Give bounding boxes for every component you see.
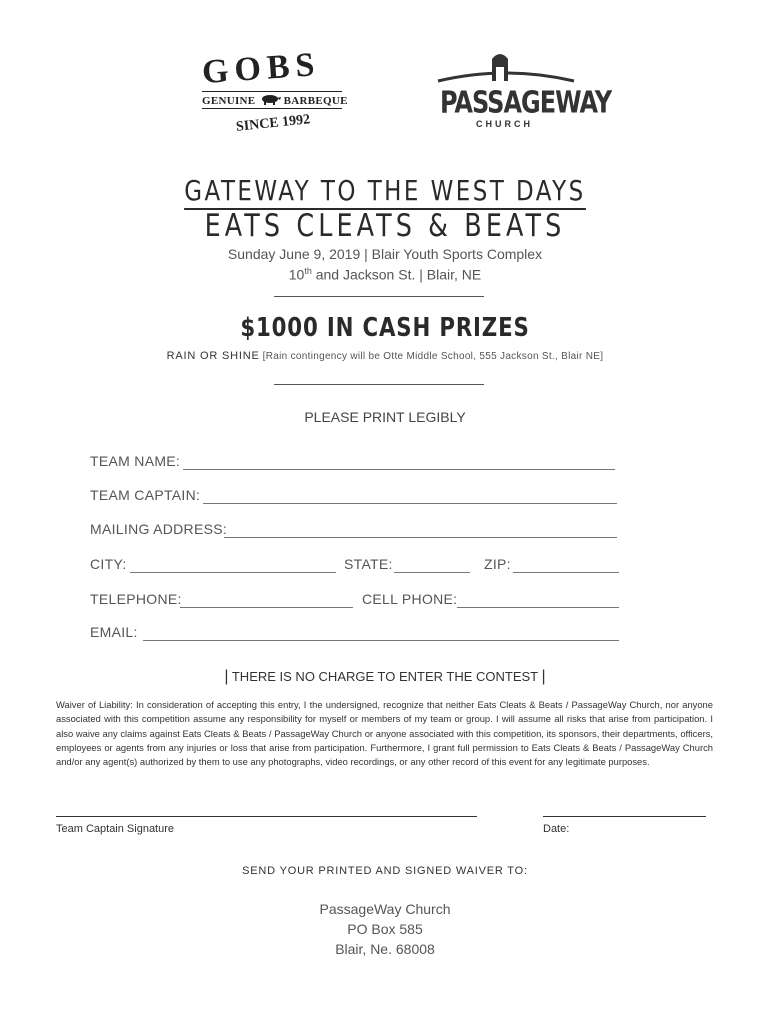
waiver-text: Waiver of Liability: In consideration of accepting this entry, I the undersigned, recognize that neither Eats Cleats & Beats / PassageWay Church, nor anyone associated with this competition assume any responsibility for myself or members of my team or group. I will assume all risks that arise from participation. I also waive any claims against Eats Cleats & Beats / PassageWay Church or anyone associated with this competition, its sponsors, their departments, officers, employees or agents from any injuries or loss that arise from participation. Furthermore, I grant full permission to Eats Cleats & Beats / PassageWay Church and/or any agent(s) authorized by them to use any photographs, video recordings, or any other record of this event for any legitimate purposes. xyxy=(56,699,713,768)
pig-icon xyxy=(259,94,281,105)
rain-label: RAIN OR SHINE xyxy=(166,350,260,362)
cell-phone-field[interactable] xyxy=(457,607,619,608)
team-name-field[interactable] xyxy=(183,469,615,470)
gobs-logo-word: GOBS xyxy=(200,45,322,92)
mailing-address-label: MAILING ADDRESS: xyxy=(90,521,228,537)
event-address xyxy=(0,266,770,283)
address-line-1: PassageWay Church xyxy=(319,901,451,917)
gobs-rule-bottom xyxy=(202,108,342,109)
passageway-logo-sub: CHURCH xyxy=(476,119,533,129)
telephone-label: TELEPHONE: xyxy=(90,591,182,607)
address-line-3: Blair, Ne. 68008 xyxy=(335,941,435,957)
captain-signature-label: Team Captain Signature xyxy=(56,823,175,835)
street-rest: and Jackson St. | Blair, NE xyxy=(311,266,482,283)
bracket-right: | xyxy=(541,668,546,685)
divider xyxy=(274,384,484,385)
date-label: Date: xyxy=(543,823,570,835)
gobs-rule-top xyxy=(202,91,342,92)
team-name-label: TEAM NAME: xyxy=(90,453,181,469)
divider xyxy=(274,296,484,297)
mailing-address-field[interactable] xyxy=(224,537,617,538)
zip-field[interactable] xyxy=(513,572,619,573)
no-charge-text: THERE IS NO CHARGE TO ENTER THE CONTEST xyxy=(231,669,538,684)
mail-instruction: SEND YOUR PRINTED AND SIGNED WAIVER TO: xyxy=(242,865,528,877)
city-label: CITY: xyxy=(90,556,127,572)
gobs-logo xyxy=(190,45,350,140)
cell-phone-label: CELL PHONE: xyxy=(362,591,458,607)
event-title xyxy=(69,174,700,207)
rain-note xyxy=(0,350,770,362)
form-instruction: PLEASE PRINT LEGIBLY xyxy=(304,409,466,425)
event-title-text: GATEWAY TO THE WEST DAYS xyxy=(184,174,585,210)
bracket-left: | xyxy=(224,668,229,685)
church-arch-icon xyxy=(436,45,576,85)
gobs-tagline xyxy=(202,94,348,107)
telephone-field[interactable] xyxy=(180,607,353,608)
zip-label: ZIP: xyxy=(484,556,511,572)
date-field[interactable] xyxy=(543,816,706,817)
event-date-venue: Sunday June 9, 2019 | Blair Youth Sports Complex xyxy=(227,246,543,262)
state-label: STATE: xyxy=(344,556,393,572)
state-field[interactable] xyxy=(394,572,470,573)
passageway-logo xyxy=(436,45,612,135)
no-charge-notice xyxy=(0,668,770,686)
rain-contingency: [Rain contingency will be Otte Middle School, 555 Jackson St., Blair NE] xyxy=(259,351,604,362)
email-field[interactable] xyxy=(143,640,619,641)
address-line-2: PO Box 585 xyxy=(347,921,423,937)
passageway-logo-word: PASSAGEWAY xyxy=(440,85,612,120)
email-label: EMAIL: xyxy=(90,624,138,640)
gobs-tagline-left: GENUINE xyxy=(202,95,256,107)
street-number: 10 xyxy=(288,266,305,283)
event-subtitle: EATS CLEATS & BEATS xyxy=(204,208,566,244)
gobs-since: SINCE 1992 xyxy=(235,112,311,135)
captain-signature-field[interactable] xyxy=(56,816,477,817)
gobs-tagline-right: BARBEQUE xyxy=(283,95,348,107)
city-field[interactable] xyxy=(130,572,336,573)
street-suffix: th xyxy=(304,266,312,276)
team-captain-field[interactable] xyxy=(203,503,617,504)
prize-heading: $1000 IN CASH PRIZES xyxy=(240,313,530,343)
team-captain-label: TEAM CAPTAIN: xyxy=(90,487,201,503)
